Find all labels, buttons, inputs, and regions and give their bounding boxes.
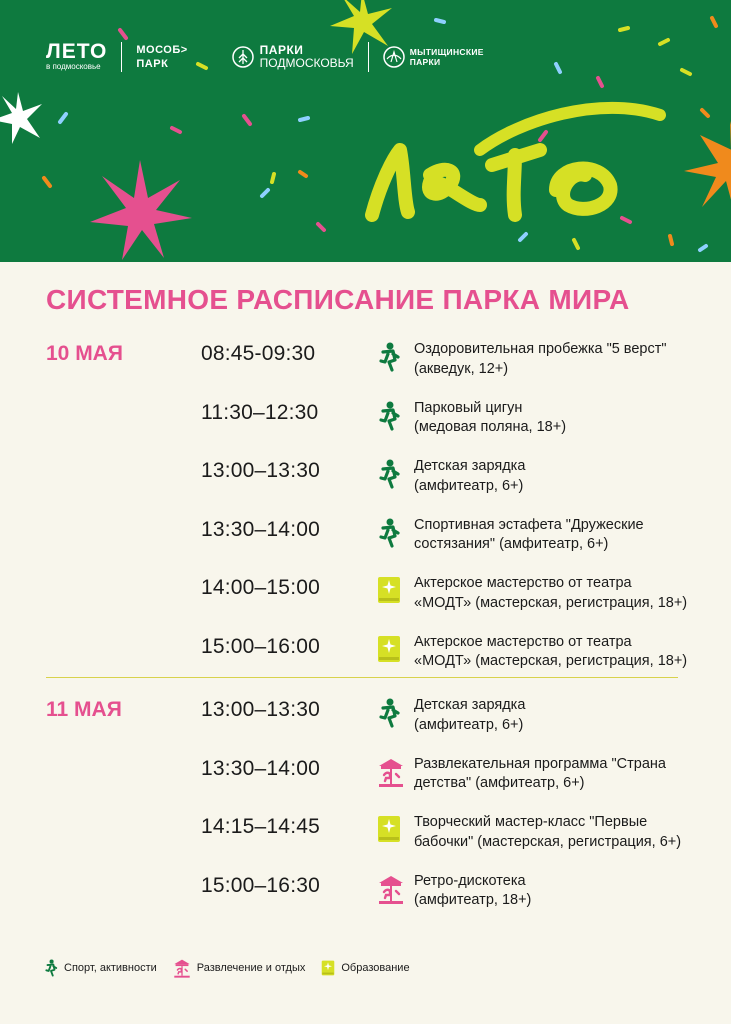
event-description [414, 516, 724, 555]
sport-icon [377, 342, 401, 372]
legend-education-label: Образование [341, 962, 410, 974]
event-details: (амфитеатр, 6+) [414, 716, 524, 733]
event-time: 14:00–15:00 [201, 576, 320, 599]
legend-entertainment-label: Развлечение и отдых [196, 962, 306, 974]
header-banner [0, 0, 731, 262]
legend-item-education [321, 960, 409, 976]
event-title: Развлекательная программа "Страна [414, 755, 666, 772]
day-divider [46, 677, 678, 678]
event-title: Спортивная эстафета "Дружеские [414, 516, 644, 533]
logo-mytishchinskie-parki [383, 46, 484, 68]
logo-divider [368, 42, 369, 72]
logo-mosobpark: МОСОБ> ПАРК [136, 44, 188, 70]
event-time: 13:00–13:30 [201, 459, 320, 482]
legend [44, 958, 426, 978]
logo-parki-subtitle: ПОДМОСКОВЬЯ [259, 56, 354, 70]
logo-leto [46, 42, 107, 72]
event-title: Оздоровительная пробежка "5 верст" [414, 341, 667, 357]
event-time: 13:00–13:30 [201, 698, 320, 721]
event-time: 13:30–14:00 [201, 756, 320, 780]
legend-item-entertainment [173, 958, 306, 978]
event-description [414, 755, 724, 794]
event-details: (акведук, 12+) [414, 360, 509, 377]
event-description [414, 457, 724, 496]
carousel-icon [377, 874, 401, 904]
event-time: 08:45-09:30 [201, 342, 316, 365]
event-time: 15:00–16:00 [201, 634, 320, 658]
event-description [414, 574, 724, 613]
event-title: Актерское мастерство от театра [414, 633, 632, 650]
event-title: Парковый цигун [414, 399, 523, 416]
education-icon [377, 576, 401, 606]
event-title: Творческий мастер-класс "Первые [414, 814, 648, 830]
logo-parki-title: ПАРКИ [259, 43, 304, 57]
event-time: 13:30–14:00 [201, 517, 320, 541]
event-title: Детская зарядка [414, 697, 526, 713]
event-details: состязания" (амфитеатр, 6+) [414, 536, 609, 552]
legend-sport-label: Спорт, активности [64, 962, 157, 974]
event-description [414, 633, 724, 672]
event-title: Детская зарядка [414, 458, 526, 474]
event-details: бабочки" (мастерская, регистрация, 6+) [414, 833, 682, 850]
logo-myt-line1: МЫТИЩИНСКИЕ [409, 47, 484, 57]
sport-icon [377, 698, 401, 728]
education-icon [377, 635, 401, 665]
logo-myt-line2: ПАРКИ [409, 57, 441, 67]
event-title: Актерское мастерство от театра [414, 575, 632, 591]
event-details: (амфитеатр, 6+) [414, 477, 524, 494]
carousel-icon [173, 958, 191, 978]
logo-parki-podmoskovya [232, 44, 354, 70]
page-title: СИСТЕМНОЕ РАСПИСАНИЕ ПАРКА МИРА [46, 284, 630, 315]
logo-leto-subtitle: в подмосковье [46, 62, 101, 71]
event-time: 15:00–16:30 [201, 873, 320, 897]
day-label: 11 МАЯ [46, 698, 122, 721]
event-details: «МОДТ» (мастерская, регистрация, 18+) [414, 653, 688, 669]
event-description [414, 813, 724, 852]
logo-leto-title: ЛЕТО [46, 40, 108, 63]
event-time: 14:15–14:45 [201, 815, 320, 838]
park-emblem-icon [383, 46, 405, 68]
event-description [414, 340, 724, 379]
event-details: «МОДТ» (мастерская, регистрация, 18+) [414, 594, 688, 611]
sport-icon [377, 518, 401, 548]
legend-item-sport [44, 958, 157, 978]
event-details: (амфитеатр, 18+) [414, 892, 532, 908]
event-description [414, 399, 724, 438]
sport-icon [377, 459, 401, 489]
event-title: Ретро-дискотека [414, 872, 526, 889]
event-time: 11:30–12:30 [201, 400, 319, 424]
event-description [414, 872, 724, 911]
sport-icon [44, 958, 58, 978]
confetti-decoration [0, 0, 731, 262]
event-details: детства" (амфитеатр, 6+) [414, 775, 585, 791]
partner-logos [46, 42, 484, 72]
event-description [414, 696, 724, 735]
sport-icon [377, 401, 401, 431]
carousel-icon [377, 757, 401, 787]
education-icon [377, 815, 401, 845]
tree-leaf-icon [232, 46, 254, 68]
event-details: (медовая поляна, 18+) [414, 419, 567, 435]
logo-divider [121, 42, 122, 72]
education-icon [321, 960, 335, 976]
day-label: 10 МАЯ [46, 342, 123, 365]
